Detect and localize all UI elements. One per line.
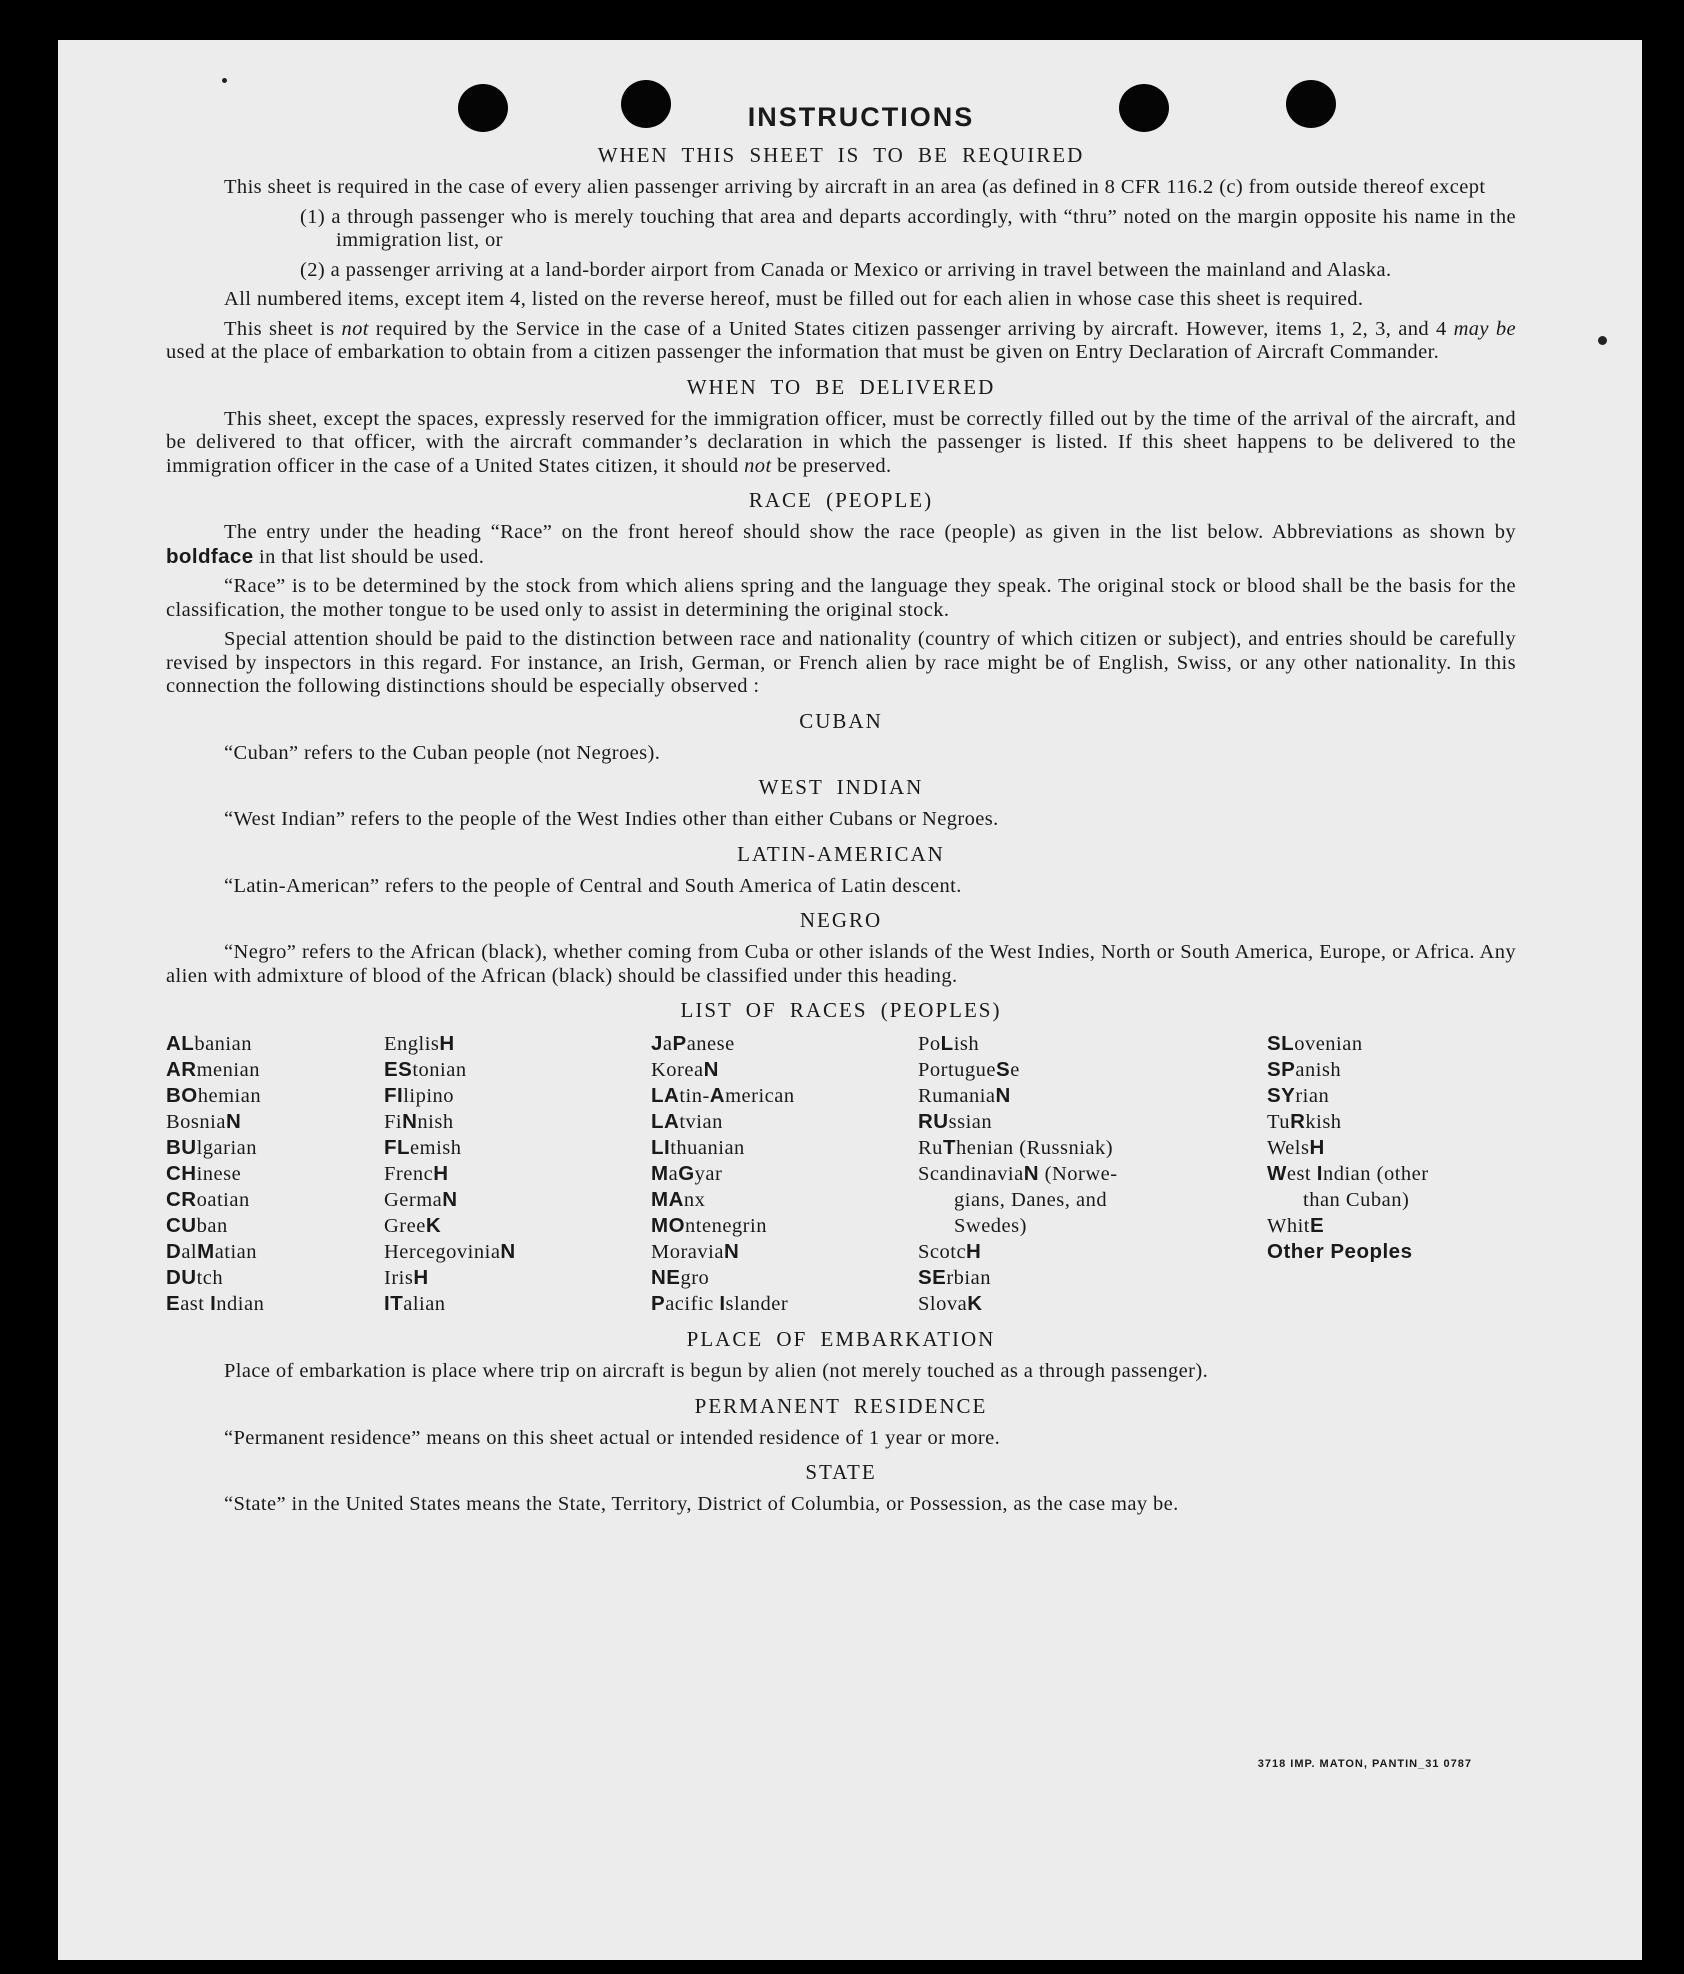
race-entry: SErbian [918,1266,991,1289]
races-column [166,1031,384,1317]
paragraph: “Race” is to be determined by the stock from which aliens spring and the language they speak. The original stock or blood shall be the basis for the classification, the mother tongue to be used only to assist in determining the original stock. [166,575,1516,621]
race-entry: CUban [166,1214,228,1237]
race-entry: BosniaN [166,1110,242,1133]
race-entry: Other Peoples [1267,1240,1413,1263]
race-entry: RumaniaN [918,1084,1011,1107]
races-list [166,1031,1516,1317]
paragraph: Special attention should be paid to the distinction between race and nationality (country of which citizen or subject), and entries should be carefully revised by inspectors in this regard. For instance, an Irish, German, or French alien by race might be of English, Swiss, or any other nationality. In this connection the following distinctions should be especially observed : [166,628,1516,697]
race-entry: SlovaK [918,1292,983,1315]
list-item: (1) a through passenger who is merely touching that area and departs accordingly, with “thru” noted on the margin opposite his name in the immigration list, or [300,205,1516,251]
section-heading-delivered: WHEN TO BE DELIVERED [686,374,996,399]
section-heading-residence: PERMANENT RESIDENCE [694,1393,988,1418]
race-entry: EStonian [384,1058,467,1081]
section-heading-races-list: LIST OF RACES (PEOPLES) [680,998,1002,1022]
race-entry: ScandinaviaN (Norwe- [918,1162,1118,1185]
document-page [58,40,1642,1960]
race-entry: FIlipino [384,1084,455,1107]
race-entry: RUssian [918,1110,993,1133]
speck [1598,336,1607,345]
race-entry: RuThenian (Russniak) [918,1136,1114,1159]
race-entry: CHinese [166,1162,242,1185]
race-entry: SYrian [1267,1084,1330,1107]
race-entry: LAtvian [651,1110,723,1133]
races-column [651,1031,918,1317]
race-entry: JaPanese [651,1032,735,1055]
race-entry: KoreaN [651,1058,719,1081]
section-heading-race: RACE (PEOPLE) [748,488,934,512]
race-entry: GreeK [384,1214,442,1237]
paragraph: All numbered items, except item 4, listed on the reverse hereof, must be filled out for each alien in whose case this sheet is required. [224,288,1364,310]
race-entry: than Cuban) [1303,1189,1410,1211]
race-entry: ScotcH [918,1240,982,1263]
paragraph: “Negro” refers to the African (black), whether coming from Cuba or other islands of the West Indies, North or South America, Europe, or Africa. Any alien with admixture of blood of the African (black) should be classified under this heading. [166,941,1516,987]
race-entry: WhitE [1267,1214,1325,1237]
paragraph: Place of embarkation is place where trip on aircraft is begun by alien (not merely touched as a through passenger). [224,1360,1209,1382]
race-entry: Pacific Islander [651,1292,789,1315]
race-entry: GermaN [384,1188,458,1211]
paragraph: “Cuban” refers to the Cuban people (not Negroes). [224,741,661,764]
paragraph: “Permanent residence” means on this sheet actual or intended residence of 1 year or more. [224,1426,1001,1449]
race-entry: DUtch [166,1266,224,1289]
printer-imprint: 3718 IMP. MATON, PANTIN_31 0787 [1257,1758,1472,1770]
section-heading-cuban: CUBAN [799,708,883,733]
race-entry: ITalian [384,1292,446,1315]
race-entry: HercegoviniaN [384,1240,516,1263]
race-entry: WelsH [1267,1136,1325,1159]
race-entry: MoraviaN [651,1240,740,1263]
race-entry: NEgro [651,1266,710,1289]
section-heading-latin-american: LATIN-AMERICAN [737,841,945,866]
race-entry: MaGyar [651,1162,723,1185]
page-title: INSTRUCTIONS [747,102,975,132]
paragraph: “West Indian” refers to the people of the West Indies other than either Cubans or Negroes. [224,808,999,830]
section-heading-embarkation: PLACE OF EMBARKATION [686,1327,996,1351]
race-entry: PoLish [918,1032,980,1055]
race-entry: SPanish [1267,1058,1342,1081]
race-entry: East Indian [166,1292,265,1315]
race-entry: MOntenegrin [651,1214,767,1237]
section-heading-west-indian: WEST INDIAN [758,775,924,799]
race-entry: West Indian (other [1267,1162,1429,1185]
paragraph: The entry under the heading “Race” on the front hereof should show the race (people) as given in the list below. Abbreviations as shown by boldface in that list should be used. [166,521,1516,568]
race-entry: MAnx [651,1188,706,1211]
section-heading-required: WHEN THIS SHEET IS TO BE REQUIRED [597,143,1085,167]
race-entry: TuRkish [1267,1110,1342,1133]
section-heading-negro: NEGRO [799,908,883,932]
race-entry: BOhemian [166,1084,262,1107]
race-entry: DalMatian [166,1240,258,1263]
paragraph: “State” in the United States means the State, Territory, District of Columbia, or Possession, as the case may be. [224,1493,1179,1515]
race-entry: PortugueSe [918,1058,1020,1081]
races-column [384,1031,651,1317]
race-entry: SLovenian [1267,1032,1363,1055]
race-entry: EnglisH [384,1032,455,1055]
race-entry: FrencH [384,1162,449,1185]
race-entry: LIthuanian [651,1136,745,1159]
race-entry: LAtin-American [651,1084,795,1107]
race-entry: ARmenian [166,1058,260,1081]
races-column [918,1031,1267,1317]
race-entry: IrisH [384,1266,429,1289]
race-entry: BUlgarian [166,1136,258,1159]
race-entry: FLemish [384,1136,462,1159]
instructions-content [166,102,1516,1523]
list-item: (2) a passenger arriving at a land-border airport from Canada or Mexico or arriving in travel between the mainland and Alaska. [300,258,1392,281]
paragraph: This sheet is not required by the Service in the case of a United States citizen passenger arriving by aircraft. However, items 1, 2, 3, and 4 may be used at the place of embarkation to obtain from a citizen passenger the information that must be given on Entry Declaration of Aircraft Commander. [166,317,1516,363]
paragraph: This sheet is required in the case of every alien passenger arriving by aircraft in an area (as defined in 8 CFR 116.2 (c) from outside thereof except [224,176,1486,198]
paragraph: “Latin-American” refers to the people of Central and South America of Latin descent. [224,874,962,897]
race-entry: CRoatian [166,1188,250,1211]
race-entry: gians, Danes, and [954,1189,1108,1211]
paragraph: This sheet, except the spaces, expressly reserved for the immigration officer, must be correctly filled out by the time of the arrival of the aircraft, and be delivered to that officer, with the aircraft commander’s declaration in which the passenger is listed. If this sheet happens to be delivered to the immigration officer in the case of a United States citizen, it should not be preserved. [166,407,1516,477]
race-entry: ALbanian [166,1032,252,1055]
section-heading-state: STATE [805,1460,877,1484]
speck [222,78,227,83]
race-entry: FiNnish [384,1110,454,1133]
race-entry: Swedes) [954,1215,1027,1237]
races-column [1267,1031,1537,1317]
